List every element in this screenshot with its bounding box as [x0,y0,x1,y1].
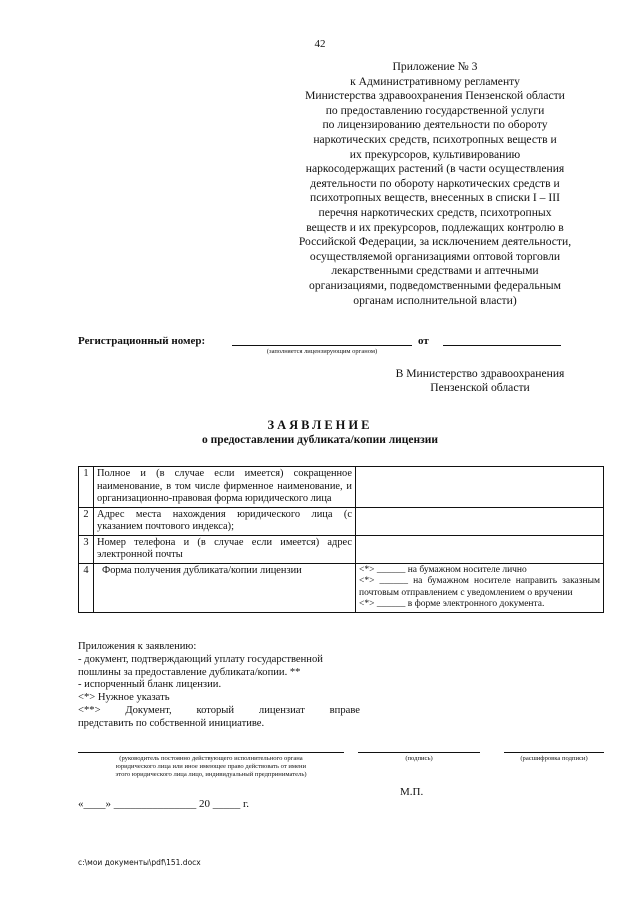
row-label: Форма получения дубликата/копии лицензии [94,563,356,612]
organization-name-field[interactable] [356,467,604,508]
document-subtitle: о предоставлении дубликата/копии лицензии [201,434,439,446]
signature-caption: (подпись) [405,755,433,762]
signature-decoding-caption: (расшифровка подписи) [520,755,588,762]
footnote: <**> Документ, который лицензиат вправе [78,704,360,716]
signature-decoding-field[interactable] [504,752,604,753]
row-number: 1 [79,467,94,508]
registration-number-field[interactable] [232,345,412,346]
registration-date-field[interactable] [443,345,561,346]
application-table [78,466,604,613]
row-number: 4 [79,563,94,612]
appendix-header [285,60,585,308]
footnote: <*> Нужное указать [78,692,170,704]
attachment-item: пошлины за предоставление дубликата/копии. ** [78,666,301,678]
date-line[interactable]: «____» _______________ 20 _____ г. [78,798,250,810]
option-paper-in-person[interactable]: <*> ______ на бумажном носителе лично [359,564,527,575]
delivery-options [356,563,604,612]
appendix-line: психотропных веществ, внесенных в списки I – III [310,191,560,205]
appendix-line: органам исполнительной власти) [353,293,517,307]
appendix-line: Приложение № 3 [392,60,478,73]
recipient-block [380,367,580,395]
appendix-line: наркотических средств, психотропных веществ и [313,132,557,146]
footnote: представить по собственной инициативе. [78,717,265,729]
caption-line: этого юридического лица лицо, индивидуальный предприниматель) [115,771,307,779]
address-field[interactable] [356,507,604,535]
appendix-line: наркосодержащих растений (в части осуществления [305,162,565,176]
appendix-line: по предоставлению государственной услуги [325,103,545,117]
table-row [79,535,604,563]
phone-email-field[interactable] [356,535,604,563]
row-label: Адрес места нахождения юридического лица (с указанием почтового индекса); [94,507,356,535]
row-label: Номер телефона и (в случае если имеется) адрес электронной почты [94,535,356,563]
appendix-line: Российской Федерации, за исключением деятельности, [298,235,572,249]
registration-label: Регистрационный номер: [78,335,206,347]
appendix-line: к Административному регламенту [350,74,520,88]
appendix-line: деятельности по обороту наркотических средств и [310,176,560,190]
appendix-line: осуществляемой организациями оптовой торговли [309,249,561,263]
page-number: 42 [314,38,326,50]
recipient-line: В Министерство здравоохранения [395,367,565,380]
appendix-line: организациями, подведомственными федеральным [309,278,561,292]
attachments-block [78,641,360,731]
signatory-field[interactable] [78,752,344,753]
document-title: ЗАЯВЛЕНИЕ [267,418,373,432]
row-number: 3 [79,535,94,563]
signatory-caption [78,755,344,780]
caption-line: юридического лица или иное имеющее право действовать от имени [115,763,307,771]
appendix-line: лекарственными средствами и аптечными [331,264,539,278]
appendix-line: перечня наркотических средств, психотропных [318,205,552,219]
row-number: 2 [79,507,94,535]
appendix-line: Министерства здравоохранения Пензенской области [305,89,565,103]
table-row [79,467,604,508]
attachment-item: - испорченный бланк лицензии. [78,679,222,691]
appendix-line: по лицензированию деятельности по обороту [322,118,548,132]
table-row [79,563,604,612]
appendix-line: их прекурсоров, культивированию [349,147,521,161]
recipient-line: Пензенской области [430,381,530,394]
table-row [79,507,604,535]
attachment-item: - документ, подтверждающий уплату государственной [78,653,323,665]
option-electronic[interactable]: <*> ______ в форме электронного документа. [359,599,545,609]
registration-from-label: от [418,335,429,347]
caption-line: (руководитель постоянно действующего исполнительного органа [119,755,303,762]
file-path-footer: c:\мои документы\pdf\151.docx [78,858,201,867]
appendix-line: веществ и их прекурсоров, подлежащих контролю в [306,220,564,234]
registration-note: (заполняется лицензирующим органом) [266,348,378,355]
signature-field[interactable] [358,752,480,753]
seal-place: М.П. [400,786,424,798]
attachments-heading: Приложения к заявлению: [78,641,197,652]
row-label: Полное и (в случае если имеется) сокращенное наименование, в том числе фирменное наименование, и организационно-правовая форма юридического лица [94,467,356,508]
option-paper-by-mail[interactable]: <*> ______ на бумажном носителе направить заказным почтовым отправлением с уведомлением о вручении [359,576,600,598]
